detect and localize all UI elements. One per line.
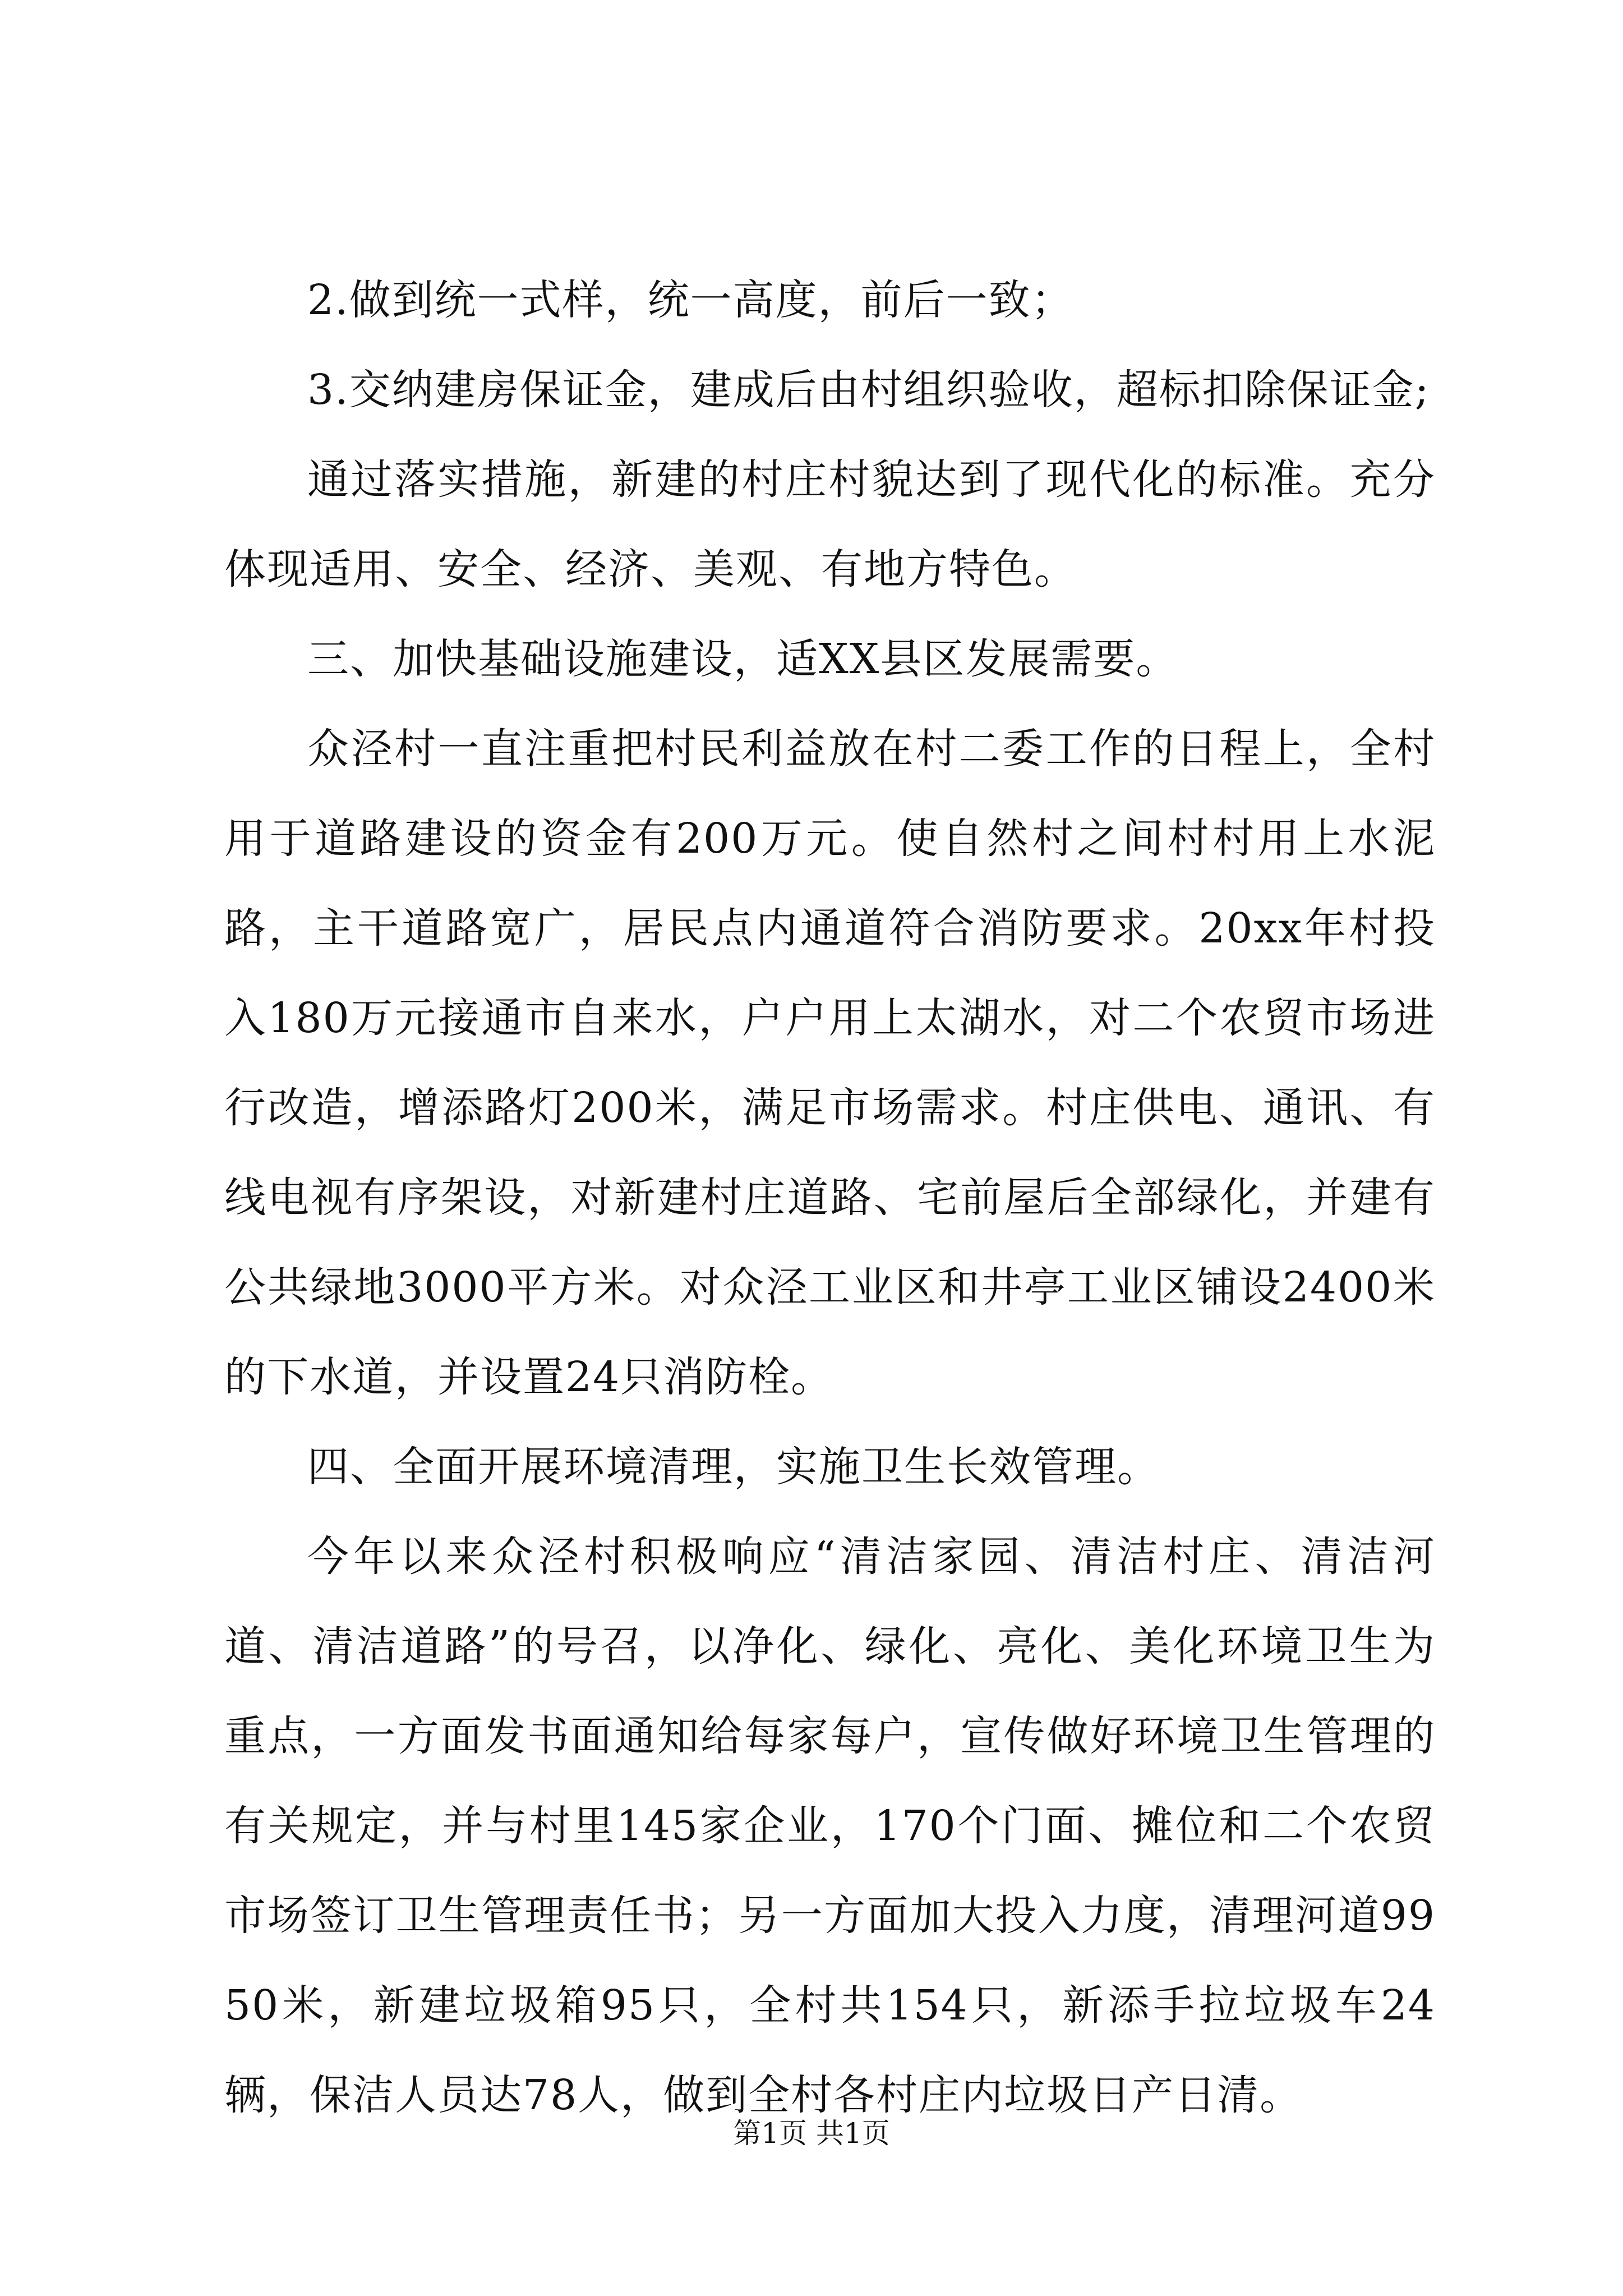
paragraph-summary: 通过落实措施，新建的村庄村貌达到了现代化的标准。充分体现适用、安全、经济、美观、有地方特色。	[224, 455, 1436, 593]
document-body	[224, 255, 1436, 2140]
paragraph-item-3: 3.交纳建房保证金，建成后由村组织验收，超标扣除保证金;	[307, 366, 1430, 414]
paragraph-item-2: 2.做到统一式样，统一高度，前后一致；	[307, 276, 1074, 324]
section-heading-4: 四、全面开展环境清理，实施卫生长效管理。	[307, 1443, 1160, 1491]
section-heading-3: 三、加快基础设施建设，适XX县区发展需要。	[307, 635, 1179, 683]
page-footer: 第1页 共1页	[733, 2117, 890, 2150]
paragraph-sanitation: 今年以来众泾村积极响应“清洁家园、清洁村庄、清洁河道、清洁道路”的号召，以净化、绿化、亮化、美化环境卫生为重点，一方面发书面通知给每家每户，宣传做好环境卫生管理的有关规定，并与村里145家企业，170个门面、摊位和二个农贸市场签订卫生管理责任书；另一方面加大投入力度，清理河道9950米，新建垃圾箱95只，全村共154只，新添手拉垃圾车24辆，保洁人员达78人，做到全村各村庄内垃圾日产日清。	[224, 1533, 1436, 2119]
paragraph-infrastructure: 众泾村一直注重把村民利益放在村二委工作的日程上，全村用于道路建设的资金有200万元。使自然村之间村村用上水泥路，主干道路宽广，居民点内通道符合消防要求。20xx年村投入180万元接通市自来水，户户用上太湖水，对二个农贸市场进行改造，增添路灯200米，满足市场需求。村庄供电、通讯、有线电视有序架设，对新建村庄道路、宅前屋后全部绿化，并建有公共绿地3000平方米。对众泾工业区和井亭工业区铺设2400米的下水道，并设置24只消防栓。	[224, 725, 1436, 1401]
